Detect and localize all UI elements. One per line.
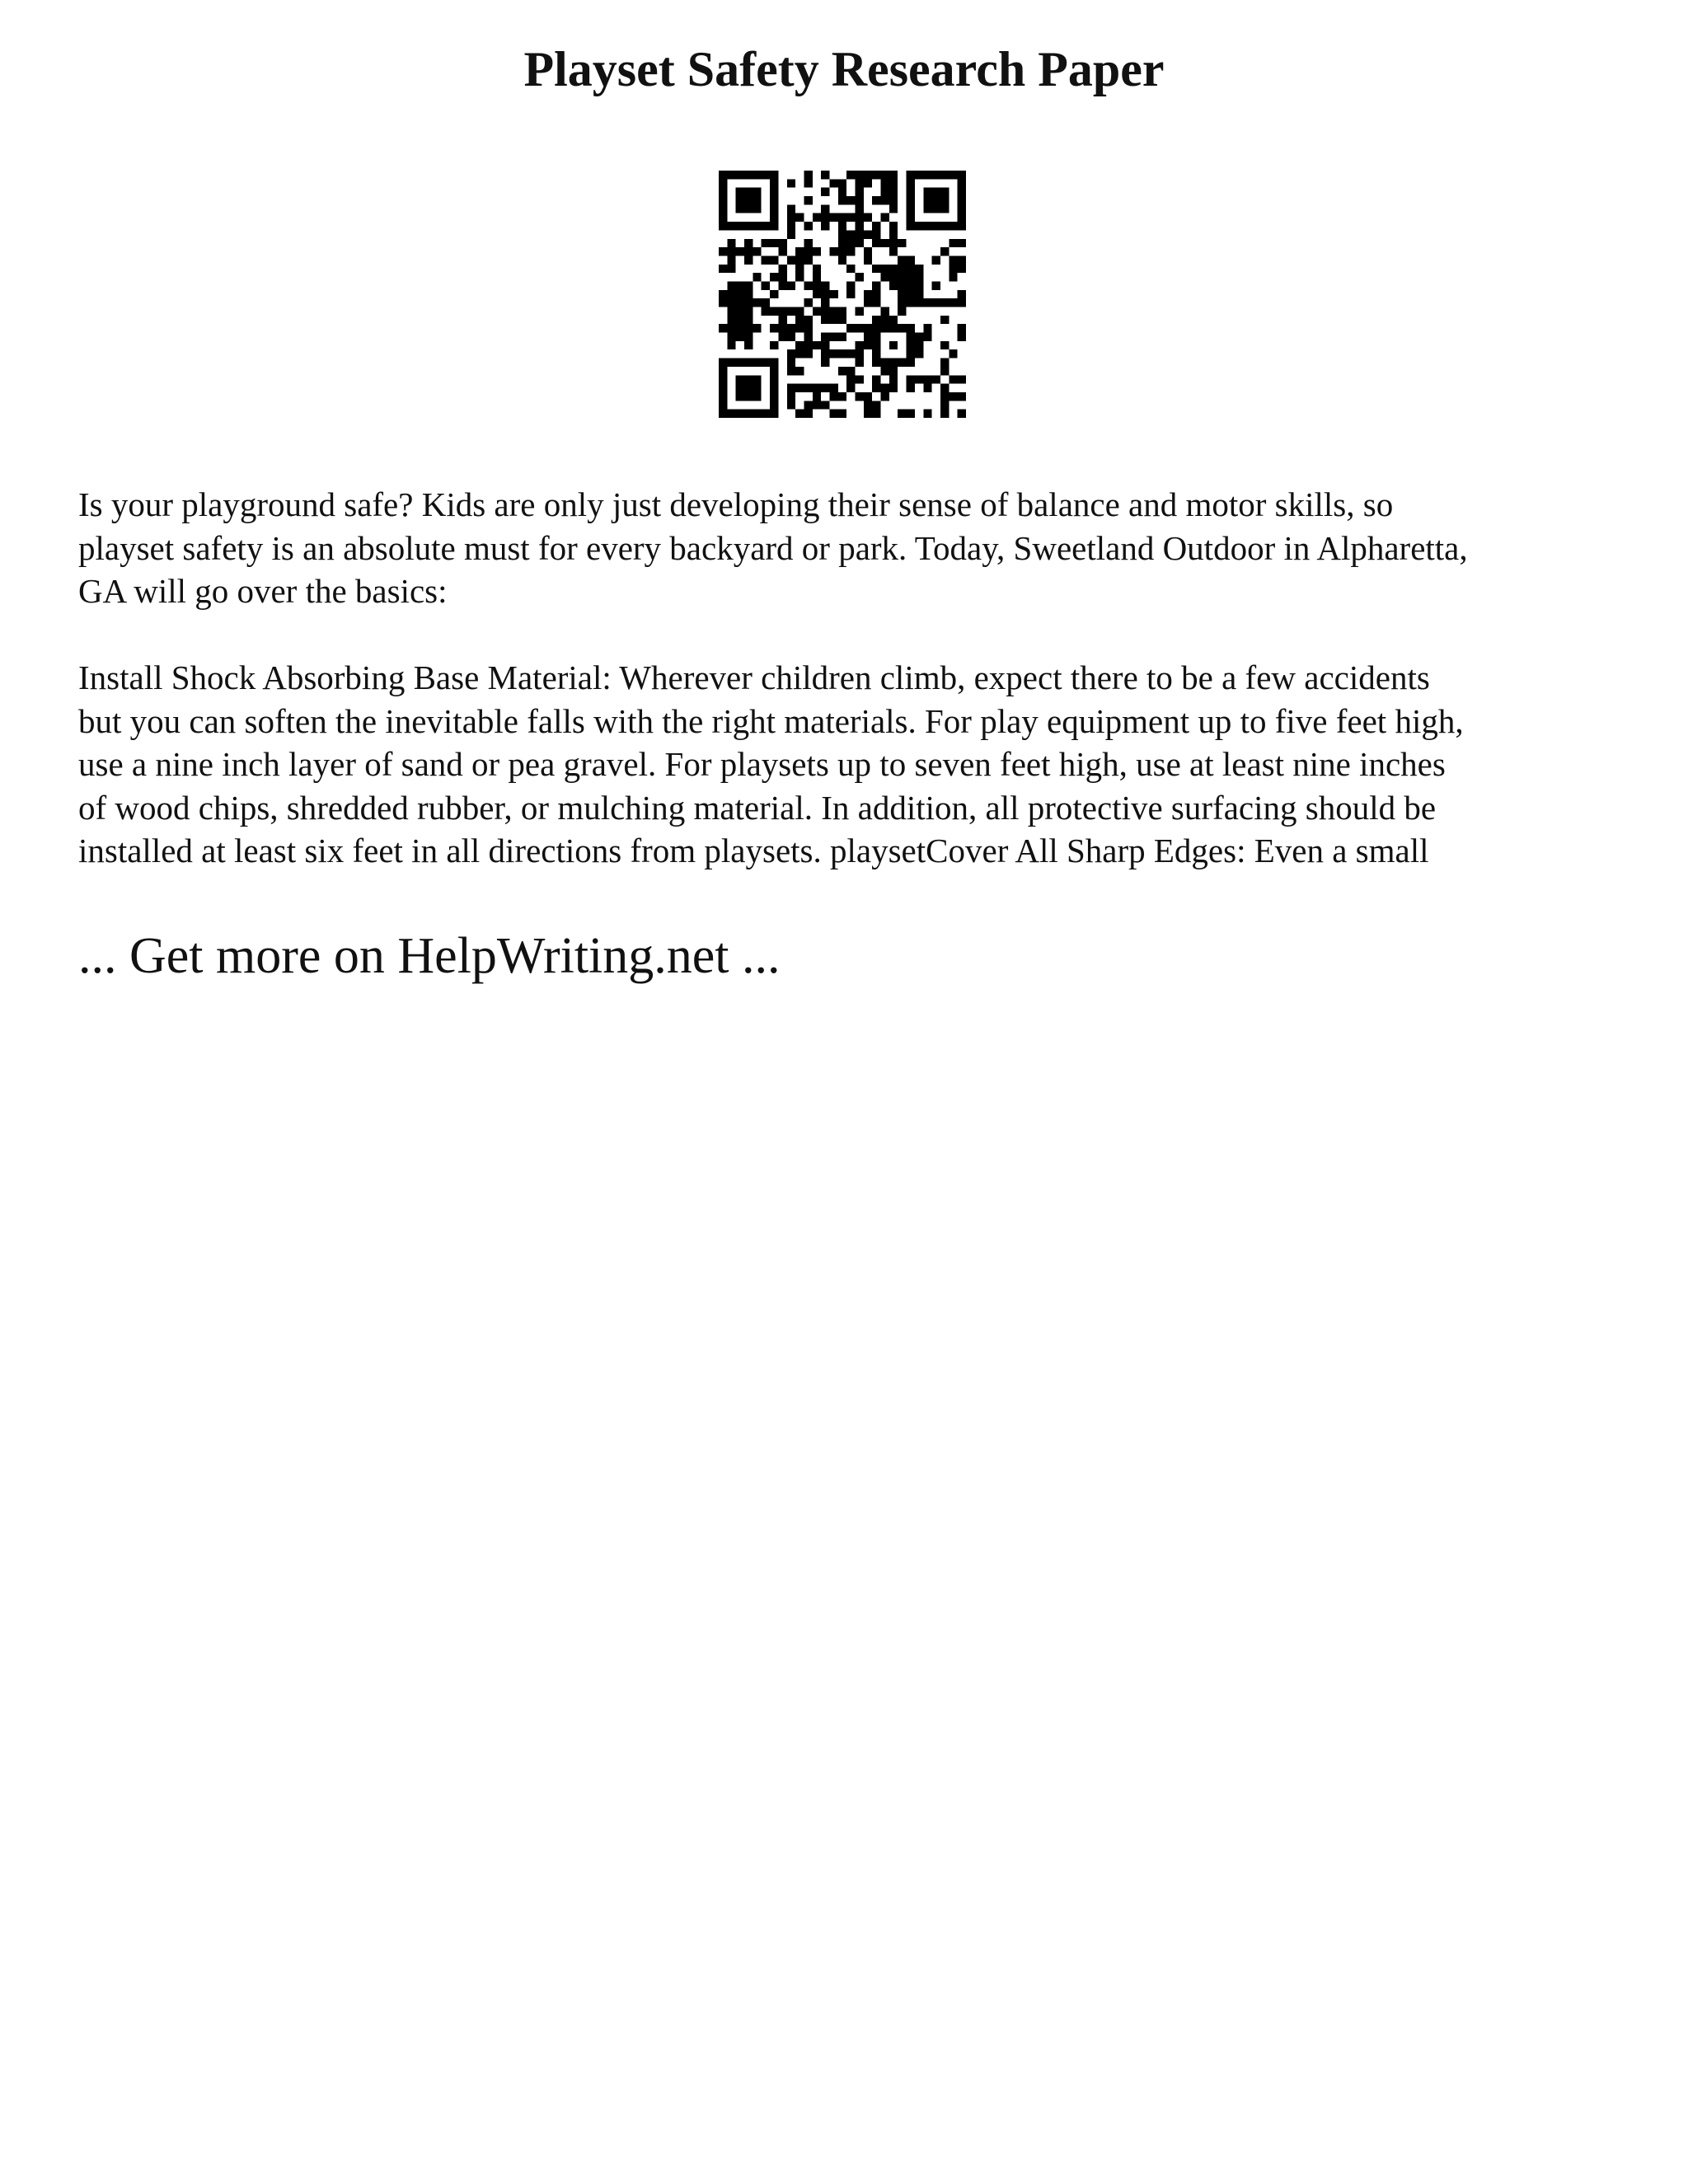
paragraph-line: Is your playground safe? Kids are only just developing their sense of balance and motor skills, so xyxy=(78,485,1394,523)
paragraph-line: but you can soften the inevitable falls with the right materials. For play equipment up to five feet high, xyxy=(78,701,1464,740)
paragraph-line: of wood chips, shredded rubber, or mulching material. In addition, all protective surfacing should be xyxy=(78,788,1437,827)
paragraph-line: installed at least six feet in all directions from playsets. playsetCover All Sharp Edges: Even a small xyxy=(78,832,1429,869)
paragraph-line: GA will go over the basics: xyxy=(78,572,448,610)
paragraph-line: Install Shock Absorbing Base Material: Wherever children climb, expect there to be a few accidents xyxy=(78,658,1430,696)
page-title: Playset Safety Research Paper xyxy=(523,42,1165,96)
paragraph-line: use a nine inch layer of sand or pea gravel. For playsets up to seven feet high, use at least nine inches xyxy=(78,745,1446,783)
paragraph-line: playset safety is an absolute must for every backyard or park. Today, Sweetland Outdoor in Alpharetta, xyxy=(78,528,1468,567)
base-material-paragraph xyxy=(78,656,1628,873)
qr-code-icon xyxy=(719,171,966,418)
intro-paragraph xyxy=(78,483,1628,613)
get-more-link[interactable]: ... Get more on HelpWriting.net ... xyxy=(78,928,781,984)
